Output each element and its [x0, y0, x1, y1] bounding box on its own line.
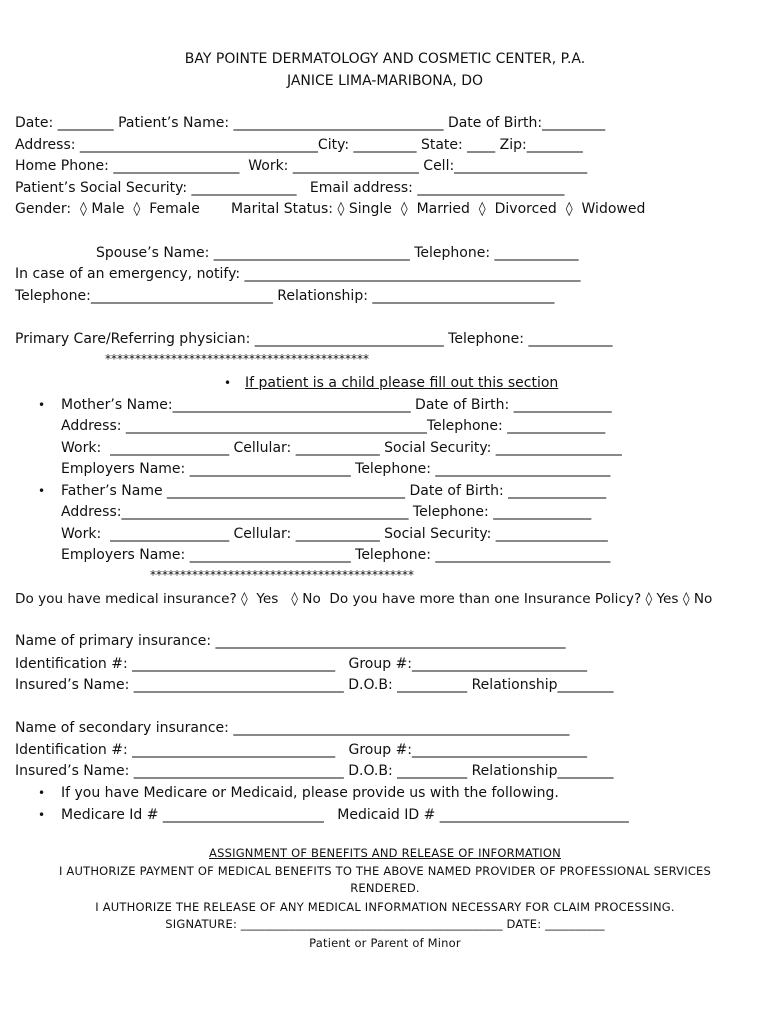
medicare-medicaid-row[interactable]: Medicare Id # _______________________ Medicaid ID # ___________________________ [61, 807, 629, 823]
emergency-contact-row[interactable]: In case of an emergency, notify: ________________________________________________ [15, 266, 581, 282]
father-name-row[interactable]: Father’s Name __________________________________ Date of Birth: ______________ [61, 483, 607, 499]
doctor-name: JANICE LIMA-MARIBONA, DO [286, 73, 484, 89]
assignment-line-2: RENDERED. [350, 881, 420, 895]
patient-row-gender-marital[interactable]: Gender: ◊ Male ◊ Female Marital Status: ◊ Single ◊ Married ◊ Divorced ◊ Widowed [15, 201, 646, 217]
separator-stars: ******************************************** [150, 568, 414, 582]
bullet: • [38, 398, 46, 412]
spouse-row[interactable]: Spouse’s Name: ____________________________ Telephone: ____________ [96, 245, 579, 261]
primary-insured-row[interactable]: Insured’s Name: ______________________________ D.O.B: __________ Relationship________ [15, 677, 614, 693]
signature-caption: Patient or Parent of Minor [309, 936, 461, 950]
bullet: • [38, 484, 46, 498]
patient-row-address[interactable]: Address: __________________________________City: _________ State: ____ Zip:________ [15, 137, 583, 153]
patient-row-ssn-email[interactable]: Patient’s Social Security: _______________ Email address: _____________________ [15, 180, 565, 196]
patient-row-phones[interactable]: Home Phone: __________________ Work: __________________ Cell:___________________ [15, 158, 588, 174]
medicare-note: If you have Medicare or Medicaid, please provide us with the following. [61, 785, 559, 801]
secondary-insured-row[interactable]: Insured’s Name: ______________________________ D.O.B: __________ Relationship________ [15, 763, 614, 779]
primary-insurance-id-row[interactable]: Identification #: _____________________________ Group #:_________________________ [15, 656, 588, 672]
father-work-row[interactable]: Work: _________________ Cellular: ____________ Social Security: ________________ [61, 526, 608, 542]
bullet: • [224, 376, 232, 390]
assignment-title: ASSIGNMENT OF BENEFITS AND RELEASE OF INFORMATION [209, 846, 561, 860]
separator-stars: ******************************************** [105, 352, 369, 366]
father-employer-row[interactable]: Employers Name: _______________________ Telephone: _________________________ [61, 547, 611, 563]
practice-name: BAY POINTE DERMATOLOGY AND COSMETIC CENTER, P.A. [184, 51, 586, 67]
signature-date-row[interactable]: SIGNATURE: ____________________________________________ DATE: __________ [165, 917, 605, 931]
secondary-insurance-id-row[interactable]: Identification #: _____________________________ Group #:_________________________ [15, 742, 588, 758]
father-address-row[interactable]: Address:_________________________________________ Telephone: ______________ [61, 504, 592, 520]
bullet: • [38, 808, 46, 822]
assignment-line-1: I AUTHORIZE PAYMENT OF MEDICAL BENEFITS TO THE ABOVE NAMED PROVIDER OF PROFESSIONAL SERVICES [58, 864, 712, 878]
insurance-question-row[interactable]: Do you have medical insurance? ◊ Yes ◊ No Do you have more than one Insurance Policy? ◊ Yes ◊ No [15, 591, 713, 607]
mother-address-row[interactable]: Address: ___________________________________________Telephone: ______________ [61, 418, 606, 434]
emergency-phone-relationship-row[interactable]: Telephone:__________________________ Relationship: __________________________ [15, 288, 555, 304]
mother-employer-row[interactable]: Employers Name: _______________________ Telephone: _________________________ [61, 461, 611, 477]
child-section-heading: If patient is a child please fill out this section [245, 375, 559, 391]
mother-name-row[interactable]: Mother’s Name:__________________________________ Date of Birth: ______________ [61, 397, 612, 413]
primary-insurance-name-row[interactable]: Name of primary insurance: __________________________________________________ [15, 633, 566, 649]
primary-care-row[interactable]: Primary Care/Referring physician: ___________________________ Telephone: ____________ [15, 331, 613, 347]
secondary-insurance-name-row[interactable]: Name of secondary insurance: ________________________________________________ [15, 720, 570, 736]
mother-work-row[interactable]: Work: _________________ Cellular: ____________ Social Security: __________________ [61, 440, 622, 456]
patient-row-date-name-dob[interactable]: Date: ________ Patient’s Name: ______________________________ Date of Birth:_________ [15, 115, 606, 131]
assignment-line-3: I AUTHORIZE THE RELEASE OF ANY MEDICAL INFORMATION NECESSARY FOR CLAIM PROCESSING. [95, 900, 675, 914]
bullet: • [38, 786, 46, 800]
